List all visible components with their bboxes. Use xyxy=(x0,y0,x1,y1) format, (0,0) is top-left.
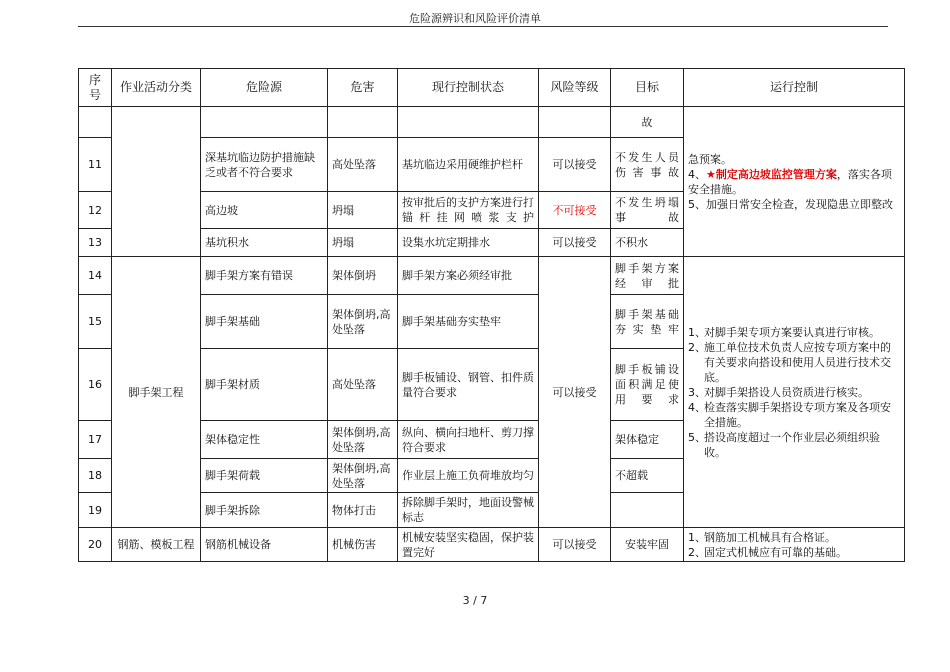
cell-risk: 可以接受 xyxy=(539,138,611,192)
cell-hazard: 基坑积水 xyxy=(201,229,328,257)
cell-harm: 高处坠落 xyxy=(328,138,398,192)
header-current-control: 现行控制状态 xyxy=(398,69,539,107)
control-item: 4、 检查落实脚手架搭设专项方案及各项安全措施。 xyxy=(688,400,891,429)
header-hazard-source: 危险源 xyxy=(201,69,328,107)
cell-control: 脚手架基础夯实垫牢 xyxy=(398,295,539,349)
cell-hazard: 深基坑临边防护措施缺乏或者不符合要求 xyxy=(201,138,328,192)
cell-hazard: 脚手架拆除 xyxy=(201,493,328,528)
table-row xyxy=(79,107,905,138)
cell-hazard: 脚手架材质 xyxy=(201,349,328,421)
control-item: 1、 钢筋加工机械具有合格证。 xyxy=(688,530,836,544)
control-list xyxy=(688,325,900,460)
cell-target: 不发生人员伤害事故 xyxy=(611,138,684,192)
cell-harm: 架体倒坍,高处坠落 xyxy=(328,459,398,493)
cell-seq: 17 xyxy=(79,421,112,459)
cell-target: 不积水 xyxy=(611,229,684,257)
cell-seq: 14 xyxy=(79,257,112,295)
cell-operation-control-1 xyxy=(684,107,905,257)
cell-target: 安装牢固 xyxy=(611,528,684,562)
control-text: ，落实各项安全措施。 xyxy=(688,167,892,196)
control-item: 2、 固定式机械应有可靠的基础。 xyxy=(688,545,847,559)
cell-risk xyxy=(539,107,611,138)
cell-hazard: 钢筋机械设备 xyxy=(201,528,328,562)
risk-assessment-table xyxy=(78,68,905,562)
cell-risk-scaffold: 可以接受 xyxy=(539,257,611,528)
cell-control: 机械安装坚实稳固，保护装置完好 xyxy=(398,528,539,562)
cell-seq xyxy=(79,107,112,138)
cell-target: 故 xyxy=(611,107,684,138)
control-item: 5、 搭设高度超过一个作业层必须组织验收。 xyxy=(688,430,880,459)
cell-risk: 可以接受 xyxy=(539,528,611,562)
cell-hazard: 脚手架基础 xyxy=(201,295,328,349)
control-bold: 制定高边坡监控管理方案 xyxy=(715,167,837,181)
cell-control xyxy=(398,107,539,138)
document-title: 危险源辨识和风险评价清单 xyxy=(409,12,541,25)
star-icon: ★ xyxy=(706,167,716,181)
header-seq: 序号 xyxy=(79,69,112,107)
cell-harm: 物体打击 xyxy=(328,493,398,528)
header-activity: 作业活动分类 xyxy=(112,69,201,107)
cell-risk-unacceptable: 不可接受 xyxy=(539,192,611,229)
cell-operation-control-3 xyxy=(684,528,905,562)
cell-operation-control-2 xyxy=(684,257,905,528)
cell-control: 按审批后的支护方案进行打锚杆挂网喷浆支护 xyxy=(398,192,539,229)
cell-hazard: 高边坡 xyxy=(201,192,328,229)
cell-control: 作业层上施工负荷堆放均匀 xyxy=(398,459,539,493)
control-line: 5、加强日常安全检查，发现隐患立即整改 xyxy=(688,197,893,211)
cell-target: 脚手架基础夯实垫牢 xyxy=(611,295,684,349)
cell-target: 架体稳定 xyxy=(611,421,684,459)
cell-activity-scaffold: 脚手架工程 xyxy=(112,257,201,528)
cell-target: 不超载 xyxy=(611,459,684,493)
header-operation-control: 运行控制 xyxy=(684,69,905,107)
cell-harm: 高处坠落 xyxy=(328,349,398,421)
control-item: 3、 对脚手架搭设人员资质进行核实。 xyxy=(688,385,869,399)
cell-harm: 架体倒坍,高处坠落 xyxy=(328,421,398,459)
cell-seq: 18 xyxy=(79,459,112,493)
header-divider xyxy=(78,26,888,27)
control-item: 1、 对脚手架专项方案要认真进行审核。 xyxy=(688,325,880,339)
cell-control: 设集水坑定期排水 xyxy=(398,229,539,257)
table-header-row xyxy=(79,69,905,107)
cell-activity-rebar: 钢筋、模板工程 xyxy=(112,528,201,562)
cell-risk: 可以接受 xyxy=(539,229,611,257)
cell-seq: 13 xyxy=(79,229,112,257)
control-num: 4、 xyxy=(688,167,706,181)
cell-harm: 架体倒坍,高处坠落 xyxy=(328,295,398,349)
cell-seq: 16 xyxy=(79,349,112,421)
table-row xyxy=(79,528,905,562)
cell-control: 基坑临边采用硬维护栏杆 xyxy=(398,138,539,192)
cell-activity-group-empty xyxy=(112,107,201,257)
cell-target xyxy=(611,493,684,528)
header-target: 目标 xyxy=(611,69,684,107)
header-risk-level: 风险等级 xyxy=(539,69,611,107)
cell-hazard: 脚手架荷载 xyxy=(201,459,328,493)
cell-hazard xyxy=(201,107,328,138)
control-item: 2、 施工单位技术负责人应按专项方案中的有关要求向搭设和使用人员进行技术交底。 xyxy=(688,340,891,384)
header-harm: 危害 xyxy=(328,69,398,107)
cell-harm xyxy=(328,107,398,138)
cell-target: 不发生坍塌事故 xyxy=(611,192,684,229)
cell-control: 脚手板铺设、钢管、扣件质量符合要求 xyxy=(398,349,539,421)
cell-seq: 15 xyxy=(79,295,112,349)
cell-harm: 坍塌 xyxy=(328,229,398,257)
cell-control: 纵向、横向扫地杆、剪刀撑符合要求 xyxy=(398,421,539,459)
cell-hazard: 脚手架方案有错误 xyxy=(201,257,328,295)
table-row xyxy=(79,257,905,295)
cell-target: 脚手架方案经审批 xyxy=(611,257,684,295)
cell-harm: 机械伤害 xyxy=(328,528,398,562)
cell-control: 拆除脚手架时，地面设警械标志 xyxy=(398,493,539,528)
cell-seq: 20 xyxy=(79,528,112,562)
page-number: 3 / 7 xyxy=(462,594,488,607)
cell-control: 脚手架方案必须经审批 xyxy=(398,257,539,295)
cell-harm: 坍塌 xyxy=(328,192,398,229)
control-line: 急预案。 xyxy=(688,152,732,166)
cell-seq: 19 xyxy=(79,493,112,528)
cell-seq: 12 xyxy=(79,192,112,229)
cell-hazard: 架体稳定性 xyxy=(201,421,328,459)
control-line xyxy=(688,167,900,197)
cell-target: 脚手板铺设面积满足使用要求 xyxy=(611,349,684,421)
cell-seq: 11 xyxy=(79,138,112,192)
cell-harm: 架体倒坍 xyxy=(328,257,398,295)
